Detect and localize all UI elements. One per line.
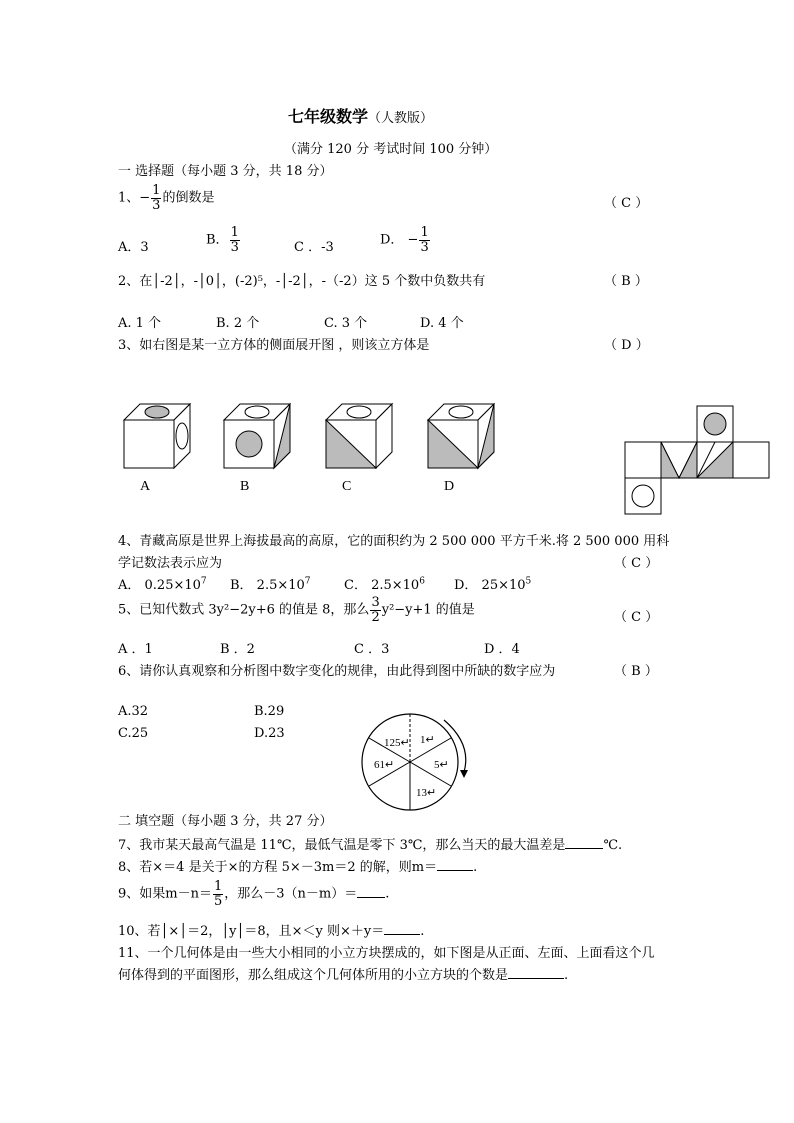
q4-optd-exp: 5 bbox=[525, 576, 532, 587]
q9-suffix: ，那么－3（n－m）＝ bbox=[224, 886, 358, 902]
q1-optd-den: 3 bbox=[420, 239, 429, 255]
q7-unit: ℃. bbox=[603, 838, 623, 853]
q11-stem-line1: 11、一个几何体是由一些大小相同的小立方块摆成的，如下图是从正面、左面、上面看这个几 bbox=[118, 946, 655, 961]
q4-optd-base: D． 25×10 bbox=[454, 578, 526, 593]
q3-cube-net bbox=[620, 402, 774, 516]
q9-frac-den: 5 bbox=[213, 893, 223, 909]
cube-b bbox=[224, 404, 290, 468]
q4-option-c bbox=[344, 574, 425, 593]
q8-text: 8、若×＝4 是关于×的方程 5×－3m＝2 的解，则m＝ bbox=[118, 860, 438, 875]
q3-cubes-figure bbox=[110, 392, 510, 502]
q8-stem bbox=[118, 856, 477, 875]
q6-option-a: A.32 bbox=[118, 704, 149, 719]
wheel-value-125: 125↵ bbox=[384, 737, 410, 749]
q1-optd-fraction bbox=[419, 226, 429, 254]
q8-end: . bbox=[473, 860, 478, 875]
q4-optb-base: B． 2.5×10 bbox=[230, 578, 305, 593]
q1-option-d bbox=[380, 226, 431, 254]
q4-opta-base: A． 0.25×10 bbox=[118, 578, 201, 593]
q5-prefix: 5、已知代数式 3y²−2y+6 的值是 8，那么 bbox=[118, 602, 370, 618]
wheel-value-1: 1↵ bbox=[420, 734, 435, 746]
q2-answer: （ B ） bbox=[604, 274, 648, 289]
section1-heading: 一 选择题（每小题 3 分，共 18 分） bbox=[118, 164, 333, 179]
q9-fraction bbox=[213, 880, 223, 908]
q8-blank[interactable] bbox=[437, 858, 473, 871]
arrow-head-icon bbox=[460, 770, 468, 778]
q6-option-c: C.25 bbox=[118, 726, 149, 741]
q1-prefix: 1、− bbox=[118, 190, 151, 206]
q1-fraction bbox=[151, 184, 161, 212]
q5-option-c: C ．3 bbox=[354, 642, 390, 657]
q5-frac-num: 3 bbox=[371, 595, 380, 610]
q6-option-d: D.23 bbox=[254, 726, 285, 741]
q4-optc-exp: 6 bbox=[419, 576, 425, 587]
q2-stem: 2、在│-2│，-│0│，(-2)⁵，-│-2│，-（-2）这 5 个数中负数共有 bbox=[118, 274, 486, 289]
q10-end: . bbox=[420, 924, 425, 939]
q11-end: . bbox=[564, 968, 569, 983]
q9-stem bbox=[118, 880, 389, 908]
q6-option-b: B.29 bbox=[254, 704, 285, 719]
q11-blank[interactable] bbox=[508, 966, 564, 979]
q6-stem: 6、请你认真观察和分析图中数字变化的规律，由此得到图中所缺的数字应为 bbox=[118, 664, 556, 679]
q1-frac-num: 1 bbox=[152, 183, 161, 198]
q7-stem bbox=[118, 834, 622, 853]
q4-option-a bbox=[118, 574, 207, 593]
q10-text: 10、若│×│＝2，│y│＝8，且×＜y 则×＋y＝ bbox=[118, 924, 385, 939]
q4-option-b bbox=[230, 574, 311, 593]
wheel-value-61: 61↵ bbox=[374, 759, 395, 771]
q9-prefix: 9、如果m－n＝ bbox=[118, 886, 212, 902]
q1-answer: （ C ） bbox=[604, 196, 649, 211]
q4-answer: （ C ） bbox=[614, 556, 659, 571]
cube-label-b: B bbox=[240, 479, 250, 494]
exam-subtitle: （满分 120 分 考试时间 100 分钟） bbox=[284, 142, 498, 157]
q5-frac-den: 2 bbox=[371, 609, 380, 625]
edition-text: （人教版） bbox=[368, 111, 434, 126]
q1-optb-fraction bbox=[230, 226, 240, 254]
q11-stem-line2 bbox=[118, 964, 568, 983]
q5-option-b: B ．2 bbox=[220, 642, 255, 657]
q9-blank[interactable] bbox=[357, 885, 385, 898]
q10-blank[interactable] bbox=[384, 922, 420, 935]
q7-text: 7、我市某天最高气温是 11℃，最低气温是零下 3℃，那么当天的最大温差是 bbox=[118, 838, 566, 853]
q1-suffix: 的倒数是 bbox=[162, 190, 215, 206]
q4-stem-line1: 4、青藏高原是世界上海拔最高的高原，它的面积约为 2 500 000 平方千米.将 2 500 000 用科 bbox=[118, 534, 670, 549]
title-text: 七年级数学 bbox=[288, 107, 369, 126]
q1-frac-den: 3 bbox=[152, 197, 161, 213]
q6-answer: （ B ） bbox=[614, 664, 658, 679]
q6-number-wheel bbox=[356, 710, 476, 814]
q1-option-b bbox=[206, 226, 241, 254]
wheel-value-13: 13↵ bbox=[416, 787, 437, 799]
q1-optb-prefix: B． bbox=[206, 232, 229, 248]
exam-title bbox=[288, 104, 433, 127]
q1-option-c: C ．-3 bbox=[294, 240, 334, 255]
q4-option-d bbox=[454, 574, 531, 593]
q9-end: . bbox=[385, 886, 390, 902]
q4-stem-line2: 学记数法表示应为 bbox=[118, 556, 223, 571]
wheel-value-5: 5↵ bbox=[434, 759, 449, 771]
q2-option-d: D. 4 个 bbox=[420, 316, 464, 331]
q4-opta-exp: 7 bbox=[200, 576, 207, 587]
q2-option-a: A. 1 个 bbox=[118, 316, 162, 331]
q1-optb-num: 1 bbox=[230, 225, 239, 240]
q1-optd-prefix: D． − bbox=[380, 232, 419, 248]
q4-optb-exp: 7 bbox=[304, 576, 311, 587]
q5-answer: （ C ） bbox=[614, 610, 659, 625]
q5-stem bbox=[118, 596, 475, 624]
q3-answer: （ D ） bbox=[604, 338, 649, 353]
q9-frac-num: 1 bbox=[213, 879, 223, 894]
q7-blank[interactable] bbox=[565, 836, 603, 849]
q10-stem bbox=[118, 920, 424, 939]
q1-optd-num: 1 bbox=[420, 225, 429, 240]
q1-option-a: A．3 bbox=[118, 240, 149, 255]
q2-option-b: B. 2 个 bbox=[216, 316, 260, 331]
q11-text: 何体得到的平面图形，那么组成这个几何体所用的小立方块的个数是 bbox=[118, 968, 509, 983]
q4-optc-base: C． 2.5×10 bbox=[344, 578, 420, 593]
q3-stem: 3、如右图是某一立方体的侧面展开图 ，则该立方体是 bbox=[118, 338, 430, 353]
q5-suffix: y²−y+1 的值是 bbox=[381, 602, 475, 618]
q5-option-d: D ．4 bbox=[484, 642, 520, 657]
cube-d bbox=[428, 404, 494, 468]
cube-label-d: D bbox=[444, 479, 455, 494]
cube-a bbox=[124, 404, 190, 468]
q2-option-c: C. 3 个 bbox=[324, 316, 368, 331]
section2-heading: 二 填空题（每小题 3 分，共 27 分） bbox=[118, 814, 333, 829]
q1-optb-den: 3 bbox=[230, 239, 239, 255]
cube-c bbox=[326, 404, 392, 468]
q1-stem bbox=[118, 184, 214, 212]
cube-label-c: C bbox=[342, 479, 352, 494]
q5-fraction bbox=[370, 596, 380, 624]
cube-label-a: A bbox=[140, 479, 151, 494]
q5-option-a: A ．1 bbox=[118, 642, 153, 657]
